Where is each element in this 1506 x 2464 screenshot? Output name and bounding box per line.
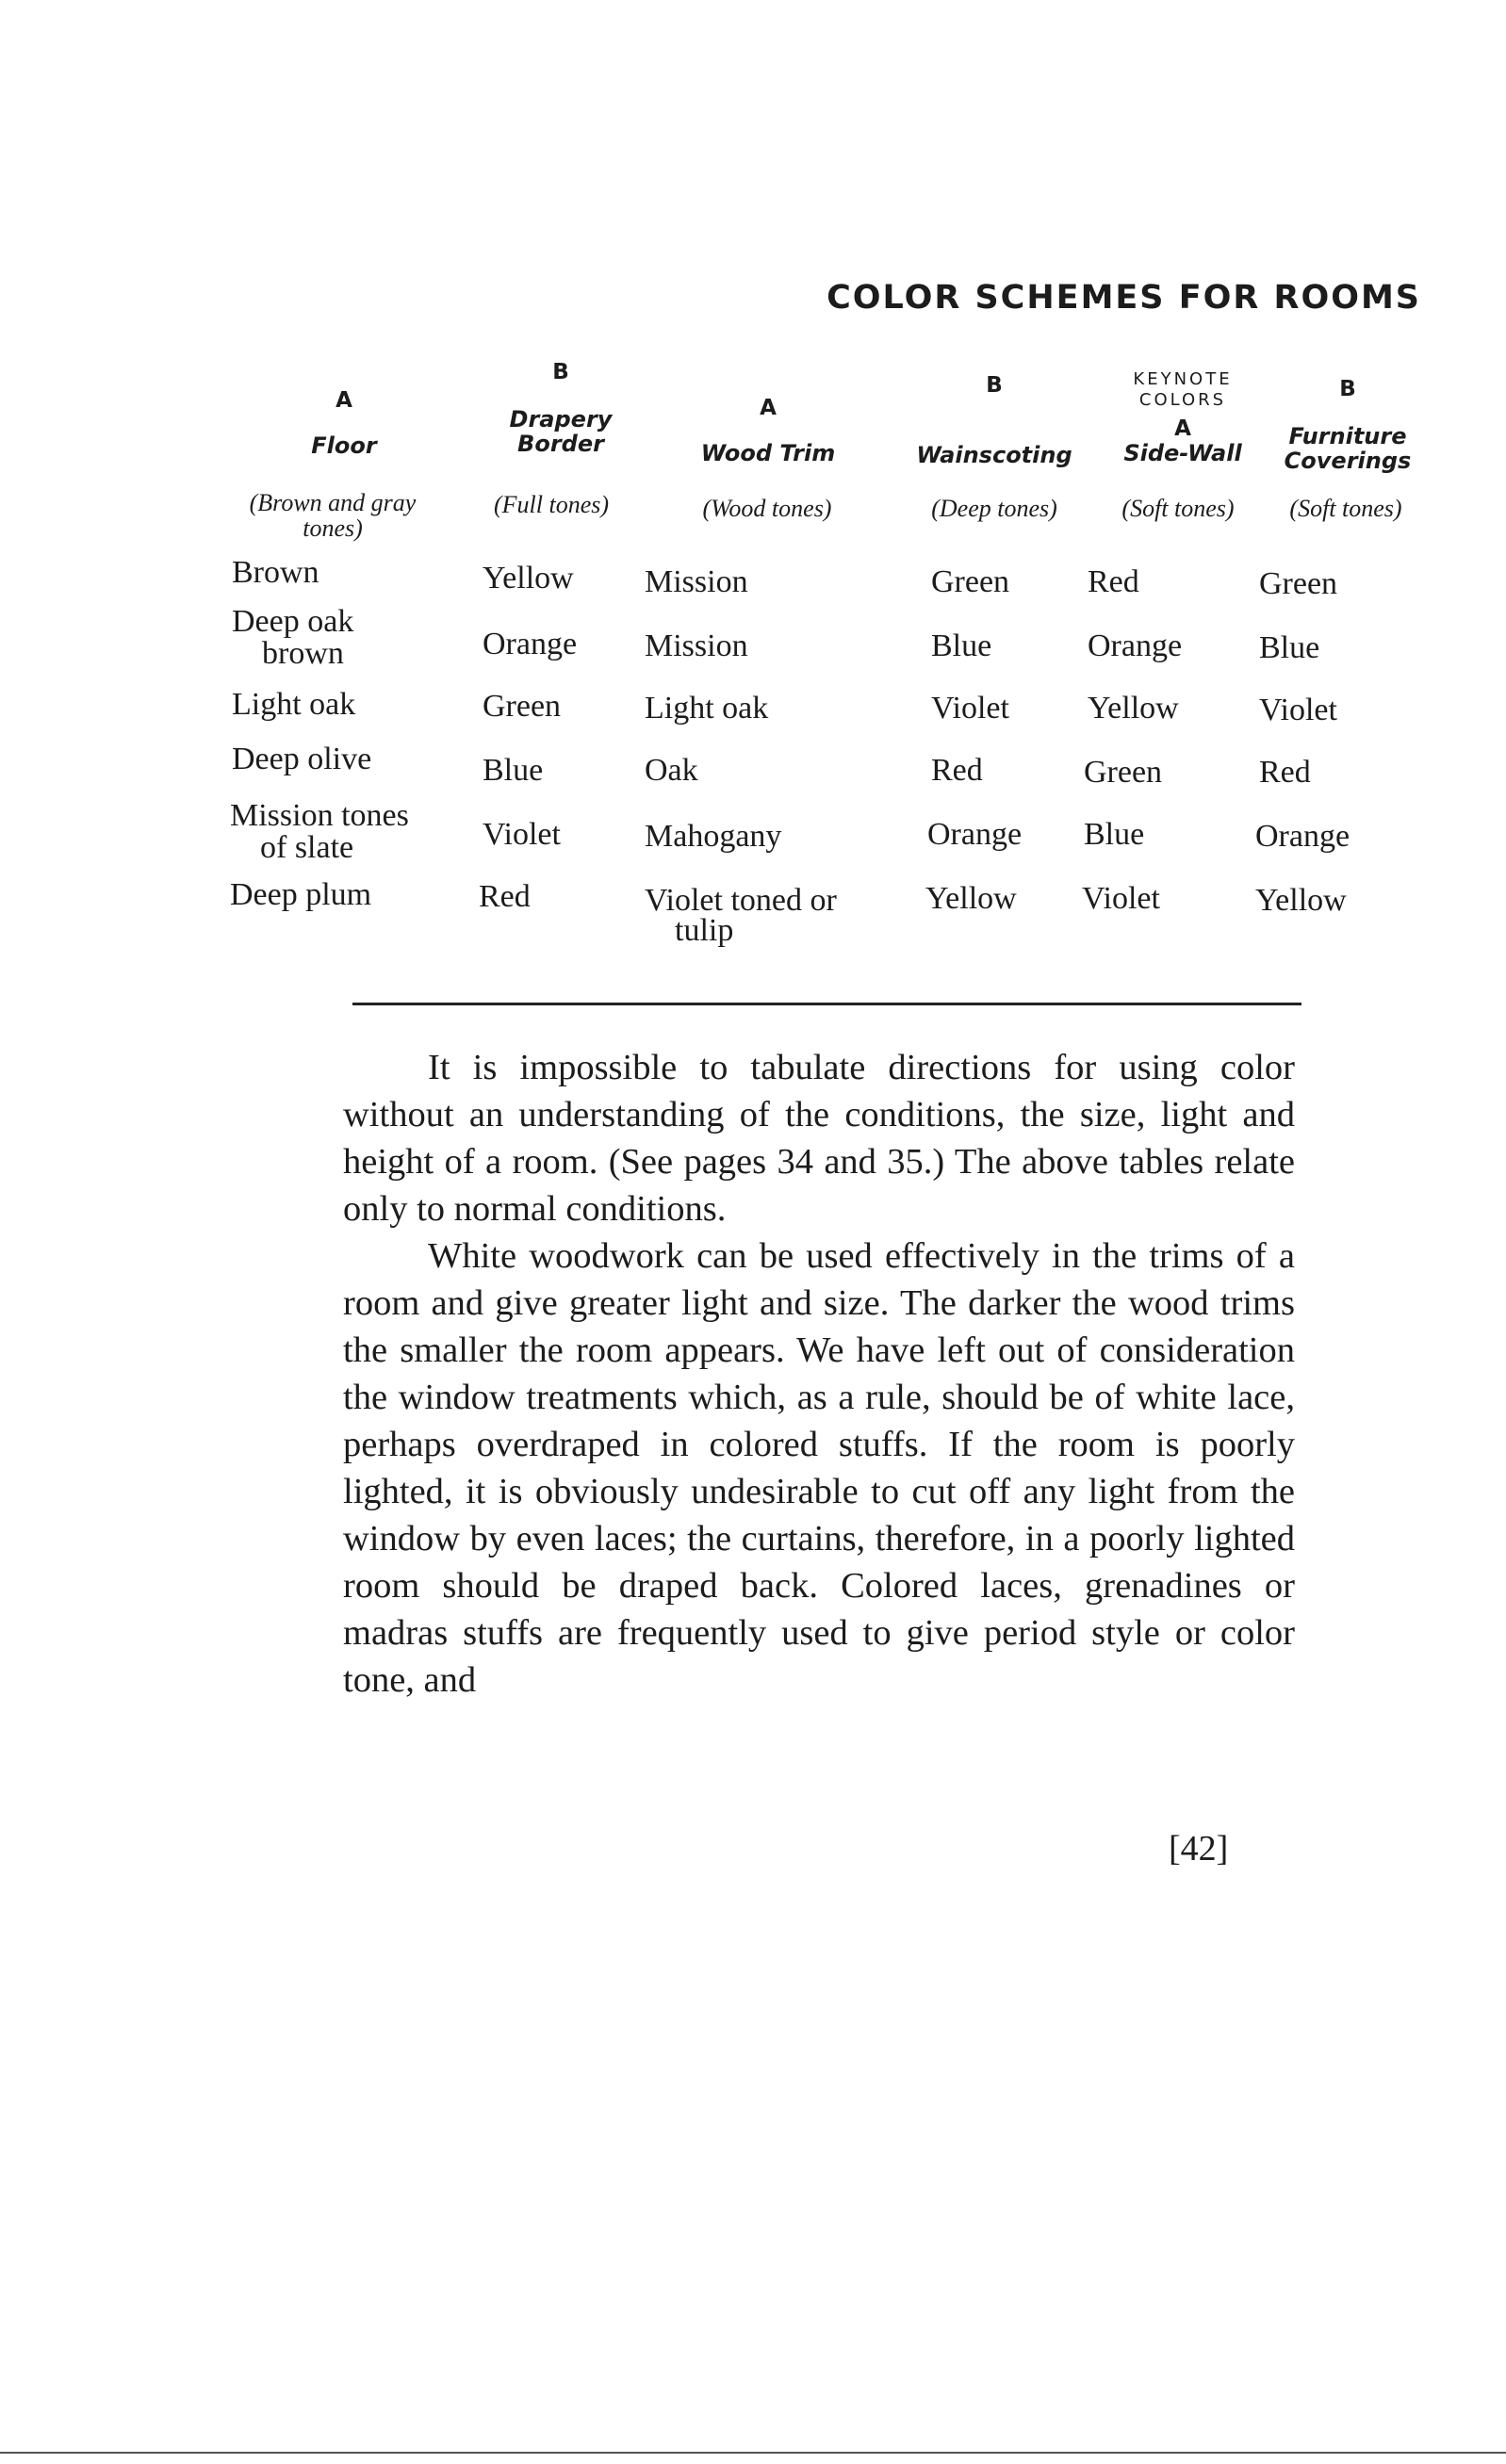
header-sidewall-letter: A [1174, 416, 1191, 441]
cell-wood: Light oak [645, 691, 769, 726]
bottom-edge-line [0, 2452, 1506, 2454]
cell-sidewall: Orange [1088, 628, 1183, 663]
cell-floor: Brown [232, 555, 319, 590]
header-furniture-label-1: Furniture [1288, 423, 1407, 449]
cell-sidewall: Violet [1082, 881, 1160, 916]
cell-sidewall: Red [1088, 564, 1139, 599]
page-number: [42] [1169, 1829, 1229, 1868]
header-drapery [481, 360, 641, 456]
header-wainscoting [895, 373, 1093, 467]
cell-sidewall: Green [1084, 755, 1163, 790]
header-drapery-label-1: Drapery [509, 406, 613, 432]
cell-floor-line2: brown [262, 636, 344, 671]
cell-furniture: Violet [1259, 693, 1337, 727]
header-wainscoting-letter: B [986, 373, 1003, 398]
cell-drapery: Blue [483, 753, 544, 788]
header-wainscoting-label: Wainscoting [916, 442, 1072, 468]
cell-drapery: Red [479, 879, 531, 914]
cell-floor: Deep oak [232, 604, 354, 639]
cell-wood-line2: tulip [675, 913, 734, 948]
header-drapery-letter: B [552, 360, 569, 384]
cell-wood: Oak [645, 753, 698, 788]
cell-wainscoting: Blue [931, 628, 992, 663]
header-wood-trim [679, 396, 858, 465]
cell-wood: Violet toned or [645, 883, 837, 918]
header-wood-letter: A [760, 396, 777, 420]
header-keynote-1: KEYNOTE [1133, 369, 1233, 389]
cell-wood: Mission [645, 564, 748, 599]
header-furniture-letter: B [1339, 377, 1356, 401]
cell-wainscoting: Violet [931, 691, 1009, 726]
paragraph: It is impossible to tabulate directions for using color without an understanding of the conditions, the size, light and height of a room. (See pages 34 and 35.) The above tables relate only to normal conditions. [343, 1048, 1295, 1229]
tone-wainscoting: (Deep tones) [931, 495, 1057, 522]
cell-furniture: Yellow [1255, 883, 1347, 918]
section-divider [352, 1003, 1301, 1005]
header-drapery-label-2: Border [517, 431, 604, 457]
cell-floor: Light oak [232, 687, 356, 722]
tone-sidewall: (Soft tones) [1121, 495, 1235, 522]
cell-drapery: Violet [483, 817, 561, 852]
page-title: COLOR SCHEMES FOR ROOMS [827, 279, 1421, 317]
header-furniture [1263, 377, 1432, 473]
cell-furniture: Red [1259, 755, 1311, 790]
header-floor-label: Floor [311, 432, 377, 459]
cell-sidewall: Blue [1084, 817, 1145, 852]
cell-wood: Mission [645, 628, 748, 663]
cell-drapery: Green [483, 689, 562, 724]
cell-floor-line2: of slate [260, 830, 354, 865]
cell-sidewall: Yellow [1088, 691, 1179, 726]
header-side-wall [1093, 369, 1272, 465]
cell-wood: Mahogany [645, 819, 782, 854]
cell-wainscoting: Yellow [925, 881, 1017, 916]
tone-floor: (Brown and gray tones) [249, 489, 417, 542]
header-floor-letter: A [336, 388, 352, 413]
cell-wainscoting: Red [931, 753, 983, 788]
cell-furniture: Orange [1255, 819, 1350, 854]
cell-drapery: Yellow [483, 561, 574, 596]
cell-drapery: Orange [483, 627, 578, 661]
paragraph: White woodwork can be used effectively in the trims of a room and give greater light and size. The darker the wood trims the smaller the room appears. We have left out of consideration the window treatments which, as a rule, should be of white lace, perhaps overdraped in colored stuffs. If the room is poorly lighted, it is obviously undesirable to cut off any light from the window by even laces; the curtains, therefore, in a poorly lighted room should be draped back. Colored laces, grenadines or madras stuffs are frequently used to give period style or color tone, and [343, 1236, 1295, 1700]
header-furniture-label-2: Coverings [1284, 448, 1412, 474]
cell-floor: Deep plum [230, 877, 372, 912]
header-wood-label: Wood Trim [700, 440, 836, 466]
cell-furniture: Blue [1259, 630, 1320, 665]
header-sidewall-label: Side-Wall [1123, 440, 1242, 466]
cell-furniture: Green [1259, 566, 1338, 601]
cell-floor: Deep olive [232, 742, 372, 776]
tone-wood: (Wood tones) [702, 495, 832, 522]
tone-drapery: (Full tones) [493, 491, 610, 518]
cell-floor: Mission tones [230, 798, 409, 833]
body-text [343, 1044, 1295, 1704]
header-floor [292, 388, 396, 458]
tone-furniture: (Soft tones) [1289, 495, 1402, 522]
cell-wainscoting: Orange [927, 817, 1023, 852]
header-keynote-2: COLORS [1138, 390, 1227, 410]
cell-wainscoting: Green [931, 564, 1010, 599]
